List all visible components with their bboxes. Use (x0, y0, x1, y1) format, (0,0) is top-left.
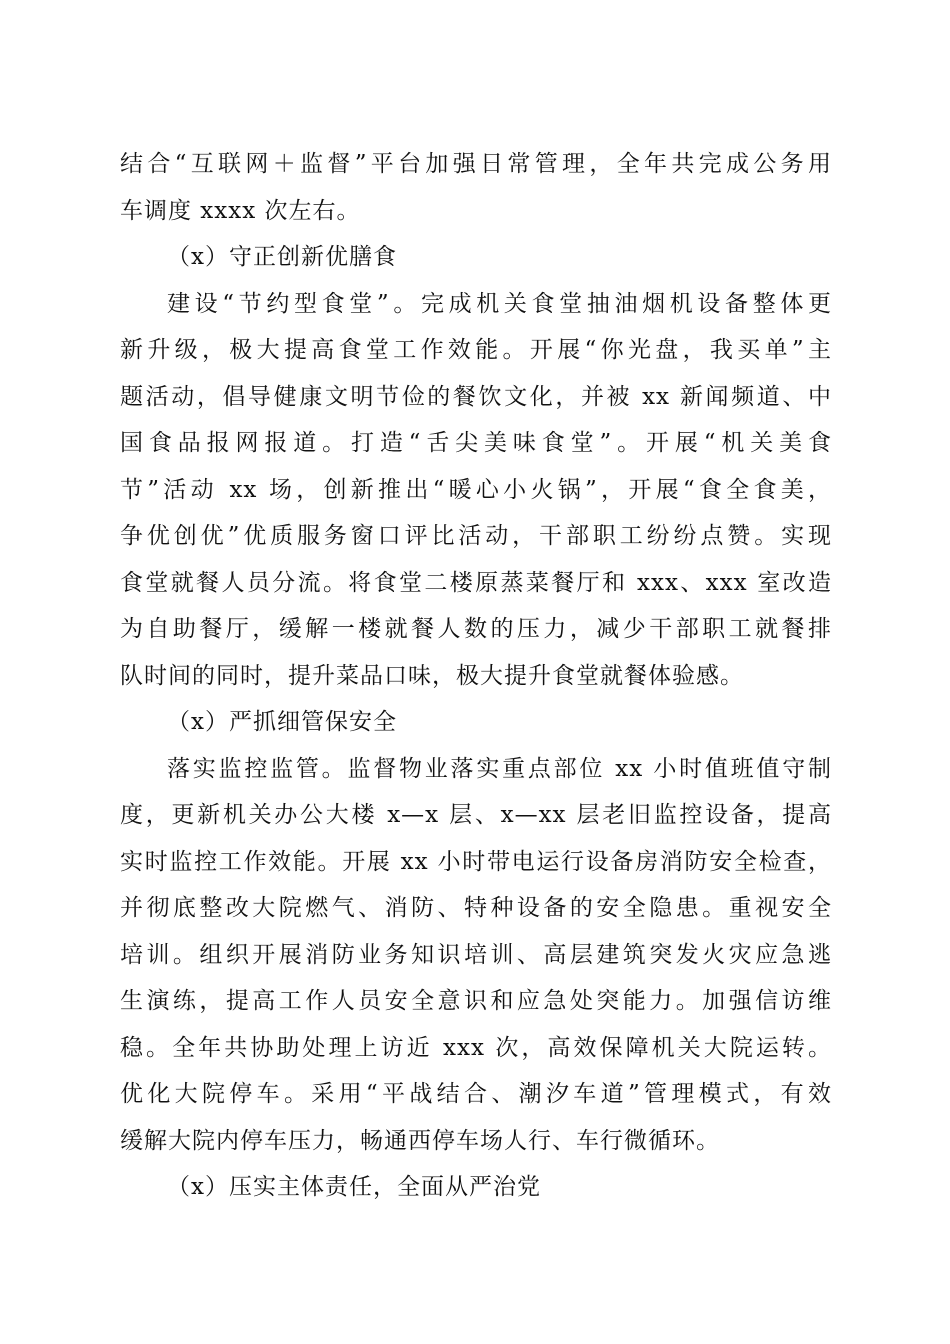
text-line: 落实监控监管。监督物业落实重点部位 xx 小时值班值守制 (167, 755, 832, 782)
text-line: 为自助餐厅，缓解一楼就餐人数的压力，减少干部职工就餐排 (120, 616, 832, 642)
section-heading-party: （x）压实主体责任，全面从严治党 (167, 1174, 541, 1200)
text-line: 节”活动 xx 场，创新推出“暖心小火锅”，开展“食全食美， (120, 476, 832, 503)
text-line: 培训。组织开展消防业务知识培训、高层建筑突发火灾应急逃 (120, 941, 832, 968)
text-line: 题活动，倡导健康文明节俭的餐饮文化，并被 xx 新闻频道、中 (120, 383, 832, 410)
text-line: 结合“互联网＋监督”平台加强日常管理，全年共完成公务用 (120, 151, 832, 177)
text-line: 队时间的同时，提升菜品口味，极大提升食堂就餐体验感。 (120, 662, 744, 689)
text-line: 实时监控工作效能。开展 xx 小时带电运行设备房消防安全检查， (120, 848, 832, 875)
section-heading-diet: （x）守正创新优膳食 (167, 244, 397, 270)
text-line: 新升级，极大提高食堂工作效能。开展“你光盘，我买单”主 (120, 337, 832, 363)
section-heading-safety: （x）严抓细管保安全 (167, 709, 397, 735)
text-line: 国食品报网报道。打造“舌尖美味食堂”。开展“机关美食 (120, 430, 832, 456)
text-line: 食堂就餐人员分流。将食堂二楼原蒸菜餐厅和 xxx、xxx 室改造 (120, 569, 832, 596)
text-line: 车调度 xxxx 次左右。 (120, 197, 361, 224)
text-line: 优化大院停车。采用“平战结合、潮汐车道”管理模式，有效 (120, 1081, 832, 1107)
text-line: 并彻底整改大院燃气、消防、特种设备的安全隐患。重视安全 (120, 895, 832, 921)
text-line: 缓解大院内停车压力，畅通西停车场人行、车行微循环。 (120, 1127, 720, 1154)
paragraph-continuation (120, 141, 832, 234)
text-line: 争优创优”优质服务窗口评比活动，干部职工纷纷点赞。实现 (120, 523, 832, 549)
text-line: 建设“节约型食堂”。完成机关食堂抽油烟机设备整体更 (167, 290, 832, 317)
text-line: 稳。全年共协助处理上访近 xxx 次，高效保障机关大院运转。 (120, 1034, 832, 1061)
text-line: 生演练，提高工作人员安全意识和应急处突能力。加强信访维 (120, 988, 832, 1014)
paragraph-canteen (120, 281, 832, 700)
text-line: 度，更新机关办公大楼 x—x 层、x—xx 层老旧监控设备，提高 (120, 802, 832, 828)
paragraph-safety (120, 746, 832, 1165)
document-page (120, 141, 832, 1211)
